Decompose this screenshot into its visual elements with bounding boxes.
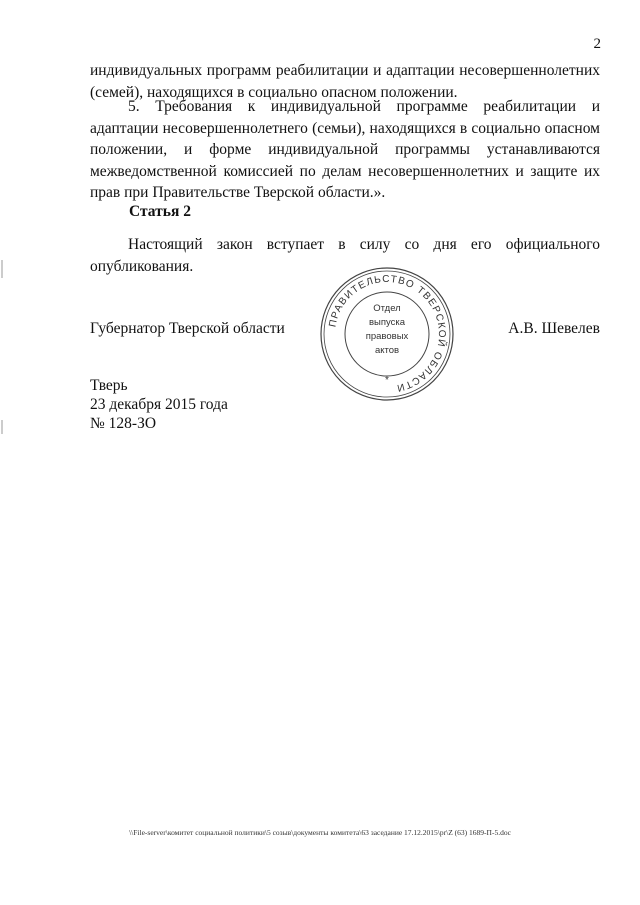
place-date-block	[90, 376, 228, 433]
scan-edge-mark	[1, 260, 3, 278]
page-number: 2	[593, 36, 601, 52]
paragraph-continuation: индивидуальных программ реабилитации и адаптации несовершеннолетних (семей), находящихся в социально опасном положении.	[90, 62, 600, 101]
stamp-ring-text: ПРАВИТЕЛЬСТВО ТВЕРСКОЙ ОБЛАСТИ	[327, 273, 448, 394]
stamp-star: *	[385, 375, 389, 386]
stamp-line-3: правовых	[365, 331, 409, 342]
stamp-line-4: актов	[374, 345, 400, 356]
signer-title: Губернатор Тверской области	[90, 320, 285, 337]
stamp-line-2: выпуска	[368, 317, 406, 328]
city: Тверь	[90, 377, 128, 394]
stamp-line-1: Отдел	[373, 303, 401, 314]
paragraph-effective-date: Настоящий закон вступает в силу со дня его официального опубликования.	[90, 236, 600, 275]
date: 23 декабря 2015 года	[90, 396, 228, 413]
law-number: № 128-ЗО	[90, 415, 157, 432]
signer-name: А.В. Шевелев	[508, 320, 600, 337]
file-path-footer: \\File-server\комитет социальной политики\5 созыв\документы комитета\63 заседание 17.12.2015\pr\Z (63) 1689-П-5.doc	[129, 828, 511, 837]
official-stamp	[318, 265, 456, 403]
scan-edge-mark	[1, 420, 3, 434]
paragraph-item-5: 5. Требования к индивидуальной программе реабилитации и адаптации несовершеннолетнего (семьи), находящихся в социально опасном положении, и форме индивидуальной программы устанавливаются межведомственной комиссией по делам несовершеннолетних и защите их прав при Правительстве Тверской области.».	[90, 98, 600, 201]
article-heading: Статья 2	[129, 203, 191, 220]
